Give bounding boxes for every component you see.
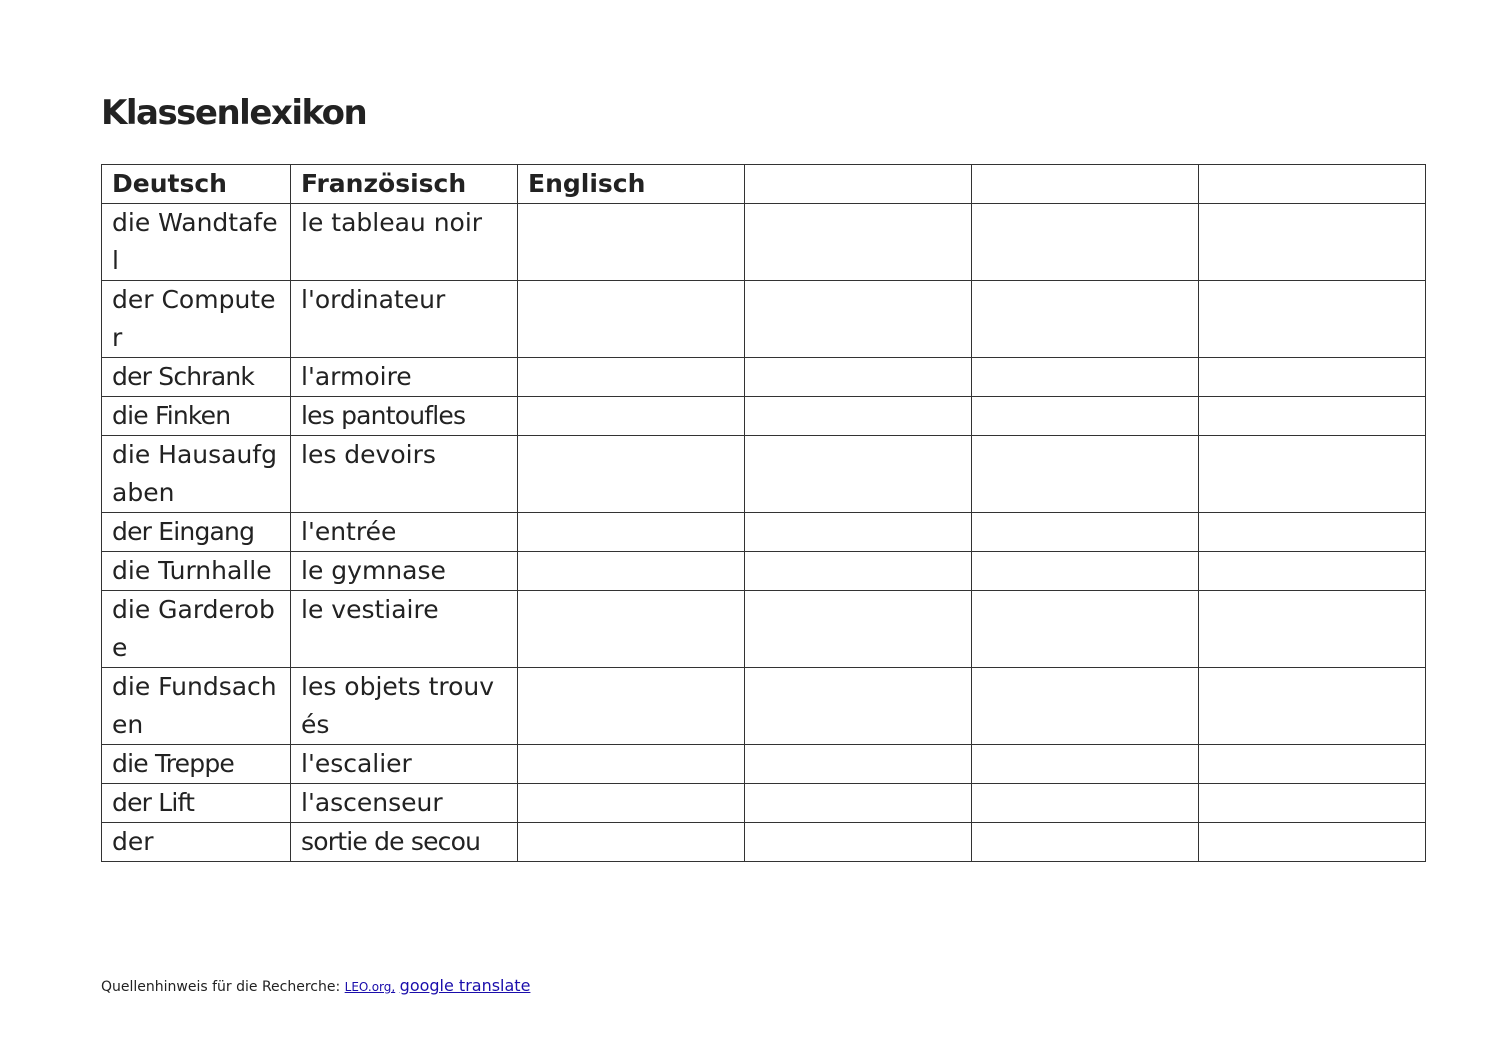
cell-englisch: [518, 281, 745, 358]
cell-empty: [1199, 591, 1426, 668]
cell-empty: [972, 823, 1199, 862]
table-row: [102, 668, 1426, 745]
cell-empty: [1199, 552, 1426, 591]
cell-empty: [972, 591, 1199, 668]
cell-englisch: [518, 668, 745, 745]
footnote-label: Quellenhinweis für die Recherche:: [101, 979, 345, 995]
cell-empty: [745, 552, 972, 591]
cell-empty: [1199, 668, 1426, 745]
cell-empty: [745, 784, 972, 823]
cell-deutsch: der: [102, 823, 291, 862]
table-row: [102, 513, 1426, 552]
cell-empty: [972, 552, 1199, 591]
cell-deutsch: die Turnhalle: [102, 552, 291, 591]
vocabulary-table: [101, 164, 1426, 862]
cell-deutsch: die Finken: [102, 397, 291, 436]
cell-franzoesisch: l'ascenseur: [291, 784, 518, 823]
cell-englisch: [518, 591, 745, 668]
header-deutsch: Deutsch: [102, 165, 291, 204]
cell-englisch: [518, 823, 745, 862]
cell-englisch: [518, 745, 745, 784]
source-footnote: [101, 976, 530, 997]
table-row: [102, 823, 1426, 862]
google-translate-link[interactable]: google translate: [399, 976, 531, 995]
cell-franzoesisch: l'armoire: [291, 358, 518, 397]
cell-englisch: [518, 358, 745, 397]
cell-franzoesisch: l'ordinateur: [291, 281, 518, 358]
cell-deutsch: die Hausaufgaben: [102, 436, 291, 513]
cell-englisch: [518, 397, 745, 436]
cell-empty: [972, 358, 1199, 397]
cell-deutsch: der Computer: [102, 281, 291, 358]
table-row: [102, 591, 1426, 668]
cell-franzoesisch: sortie de secou: [291, 823, 518, 862]
cell-empty: [745, 591, 972, 668]
header-englisch: Englisch: [518, 165, 745, 204]
cell-empty: [972, 281, 1199, 358]
cell-empty: [1199, 513, 1426, 552]
header-empty-5: [972, 165, 1199, 204]
cell-empty: [745, 358, 972, 397]
table-row: [102, 397, 1426, 436]
cell-deutsch: der Lift: [102, 784, 291, 823]
cell-empty: [745, 745, 972, 784]
cell-deutsch: der Schrank: [102, 358, 291, 397]
cell-deutsch: die Garderobe: [102, 591, 291, 668]
header-empty-4: [745, 165, 972, 204]
cell-deutsch: die Fundsachen: [102, 668, 291, 745]
cell-empty: [972, 204, 1199, 281]
header-franzoesisch: Französisch: [291, 165, 518, 204]
cell-empty: [1199, 745, 1426, 784]
cell-franzoesisch: l'entrée: [291, 513, 518, 552]
cell-empty: [1199, 281, 1426, 358]
cell-englisch: [518, 436, 745, 513]
cell-empty: [745, 281, 972, 358]
cell-englisch: [518, 784, 745, 823]
cell-franzoesisch: l'escalier: [291, 745, 518, 784]
cell-empty: [745, 436, 972, 513]
cell-empty: [745, 397, 972, 436]
cell-franzoesisch: les devoirs: [291, 436, 518, 513]
cell-empty: [1199, 436, 1426, 513]
cell-empty: [745, 668, 972, 745]
cell-empty: [1199, 397, 1426, 436]
cell-empty: [972, 513, 1199, 552]
cell-empty: [972, 668, 1199, 745]
cell-empty: [745, 513, 972, 552]
header-empty-6: [1199, 165, 1426, 204]
cell-franzoesisch: le tableau noir: [291, 204, 518, 281]
cell-empty: [745, 823, 972, 862]
table-row: [102, 436, 1426, 513]
table-row: [102, 358, 1426, 397]
cell-empty: [972, 397, 1199, 436]
cell-empty: [1199, 204, 1426, 281]
table-header-row: [102, 165, 1426, 204]
cell-franzoesisch: les objets trouvés: [291, 668, 518, 745]
table-row: [102, 745, 1426, 784]
cell-franzoesisch: le vestiaire: [291, 591, 518, 668]
cell-empty: [1199, 358, 1426, 397]
cell-franzoesisch: les pantoufles: [291, 397, 518, 436]
cell-englisch: [518, 204, 745, 281]
table-row: [102, 204, 1426, 281]
table-row: [102, 281, 1426, 358]
cell-englisch: [518, 513, 745, 552]
cell-empty: [745, 204, 972, 281]
cell-empty: [1199, 784, 1426, 823]
cell-empty: [972, 745, 1199, 784]
cell-deutsch: der Eingang: [102, 513, 291, 552]
cell-empty: [1199, 823, 1426, 862]
cell-empty: [972, 784, 1199, 823]
cell-franzoesisch: le gymnase: [291, 552, 518, 591]
table-row: [102, 784, 1426, 823]
cell-deutsch: die Wandtafel: [102, 204, 291, 281]
cell-empty: [972, 436, 1199, 513]
leo-link[interactable]: LEO.org,: [344, 980, 396, 994]
page-title: Klassenlexikon: [101, 93, 367, 133]
table-row: [102, 552, 1426, 591]
cell-englisch: [518, 552, 745, 591]
cell-deutsch: die Treppe: [102, 745, 291, 784]
